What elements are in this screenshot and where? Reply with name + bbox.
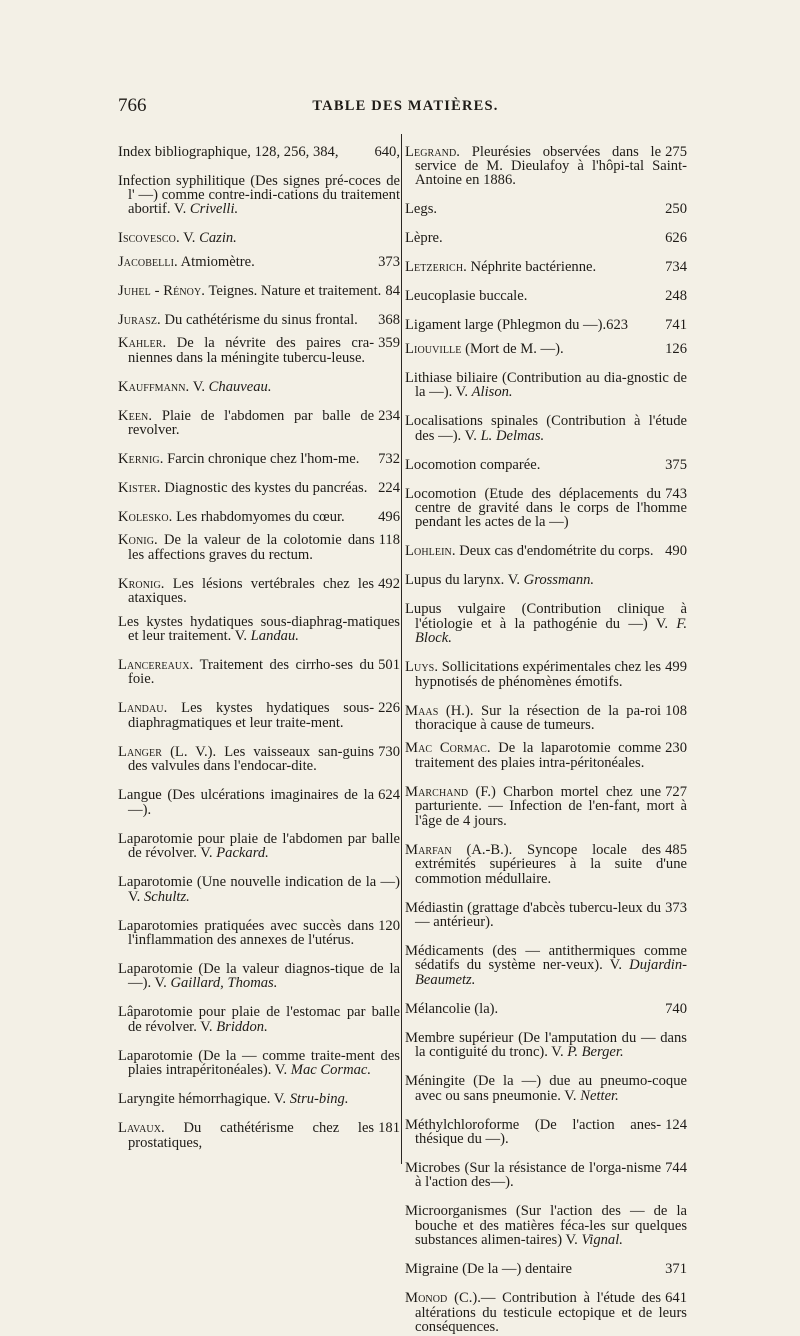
entry-ref: Netter. bbox=[580, 1087, 619, 1104]
entry-head: Lancereaux. bbox=[118, 657, 194, 674]
index-entry bbox=[405, 289, 687, 303]
index-entry bbox=[118, 409, 400, 438]
entry-text: Sollicitations expérimentales chez les hypnotisés de phénomènes émotifs. bbox=[415, 659, 662, 690]
entry-head: Marfan bbox=[405, 841, 452, 858]
entry-text: De la laparotomie comme traitement des plaies intra-péritonéales. bbox=[415, 740, 662, 771]
index-entry bbox=[405, 1031, 687, 1060]
entry-text: Néphrite bactérienne. bbox=[470, 259, 597, 276]
entry-text: De la névrite des paires cra-niennes dans la méningite tubercu-leuse. bbox=[128, 335, 375, 366]
entry-ref: Gaillard, Thomas. bbox=[170, 975, 278, 992]
entry-head: Lavaux. bbox=[118, 1120, 165, 1137]
index-entry bbox=[405, 602, 687, 645]
index-entry bbox=[118, 313, 400, 327]
entry-num: 126 bbox=[665, 340, 687, 357]
index-entry bbox=[405, 458, 687, 472]
entry-text: Méthylchloroforme (De l'action anes-thésique du —). bbox=[405, 1116, 662, 1147]
entry-num: 124 bbox=[665, 1116, 687, 1133]
column-divider bbox=[401, 134, 402, 1164]
entry-text: Médicaments (des — antithermiques comme sédatifs du système ner-veux). V. bbox=[405, 942, 687, 974]
entry-num: 734 bbox=[665, 259, 687, 276]
entry-text: Les kystes hydatiques sous-diaphragmatiques et leur traite-ment. bbox=[128, 700, 375, 731]
entry-head: Keen. bbox=[118, 407, 153, 424]
entry-num: 224 bbox=[378, 480, 400, 497]
index-entry bbox=[118, 231, 400, 245]
index-entry bbox=[405, 1204, 687, 1247]
index-entry bbox=[405, 1262, 687, 1276]
entry-head: Lohlein. bbox=[405, 543, 456, 560]
index-entry bbox=[405, 901, 687, 930]
index-entry bbox=[405, 202, 687, 216]
entry-num: 641 bbox=[665, 1290, 687, 1307]
page-number: 766 bbox=[118, 95, 147, 116]
entry-ref: Mac Cormac. bbox=[290, 1062, 372, 1079]
entry-text: Legs. bbox=[405, 201, 438, 218]
entry-head: Kernig. bbox=[118, 451, 164, 468]
entry-text: Plaie de l'abdomen par balle de revolver. bbox=[128, 407, 375, 439]
entry-num: 275 bbox=[665, 143, 687, 160]
entry-head: Jurasz. bbox=[118, 311, 161, 328]
entry-num: 492 bbox=[378, 575, 400, 592]
entry-text: Laryngite hémorrhagique. V. bbox=[118, 1091, 287, 1108]
entry-head: Konig. bbox=[118, 532, 158, 549]
entry-text: Du cathétérisme du sinus frontal. bbox=[164, 311, 358, 328]
entry-text: Les rhabdomyomes du cœur. bbox=[176, 509, 345, 526]
entry-text: V. bbox=[183, 230, 196, 247]
page-header bbox=[118, 95, 693, 121]
entry-text: (A.-B.). Syncope locale des extrémités supérieures à la suite d'une commotion médullaire. bbox=[415, 841, 687, 887]
entry-ref: Crivelli. bbox=[189, 201, 239, 218]
entry-num: 250 bbox=[665, 201, 687, 218]
index-entry bbox=[118, 745, 400, 774]
index-entry bbox=[405, 260, 687, 274]
entry-num: 496 bbox=[378, 509, 400, 526]
entry-ref: F. Block. bbox=[415, 615, 687, 647]
entry-text: Deux cas d'endométrite du corps. bbox=[459, 543, 654, 560]
entry-head: Monod bbox=[405, 1290, 448, 1307]
entry-num: 732 bbox=[378, 451, 400, 468]
entry-text: Ligament large (Phlegmon du —).623 bbox=[405, 317, 629, 334]
entry-ref: Cazin. bbox=[199, 230, 237, 247]
entry-head: Kronig. bbox=[118, 575, 165, 592]
entry-text: Localisations spinales (Contribution à l'étude des —). V. bbox=[405, 413, 687, 444]
index-columns bbox=[118, 130, 698, 1335]
entry-text: Lupus vulgaire (Contribution clinique à l'étiologie et à la pathogénie du —) V. bbox=[405, 601, 687, 632]
index-entry bbox=[405, 145, 687, 188]
entry-num: 744 bbox=[665, 1159, 687, 1176]
right-column bbox=[405, 130, 687, 1336]
entry-text: Diagnostic des kystes du pancréas. bbox=[164, 480, 368, 497]
index-entry bbox=[118, 1049, 400, 1078]
entry-text: (F.) Charbon mortel chez une parturiente. — Infection de l'en-fant, mort à l'âge de 4 jours. bbox=[415, 783, 687, 829]
entry-num: 368 bbox=[378, 311, 400, 328]
entry-head: Landau. bbox=[118, 700, 168, 717]
entry-num: 743 bbox=[665, 485, 687, 502]
entry-num: 84 bbox=[385, 282, 400, 299]
entry-text: (C.).— Contribution à l'étude des altérations du testicule ectopique et de leurs conséquences. bbox=[415, 1290, 687, 1335]
entry-text: (H.). Sur la résection de la pa-roi thoracique à cause de tumeurs. bbox=[415, 702, 662, 734]
index-entry bbox=[118, 174, 400, 217]
entry-num: 490 bbox=[665, 543, 687, 560]
entry-text: Traitement des cirrho-ses du foie. bbox=[128, 657, 375, 688]
index-entry bbox=[405, 741, 687, 770]
entry-num: 501 bbox=[378, 657, 400, 674]
entry-text: Lithiase biliaire (Contribution au dia-gnostic de la —). V. bbox=[405, 369, 687, 401]
entry-text: (L. V.). Les vaisseaux san-guins des valvules dans l'endocar-dite. bbox=[128, 743, 375, 775]
index-entry bbox=[405, 843, 687, 886]
entry-head: Legrand. bbox=[405, 143, 461, 160]
index-entry bbox=[118, 1005, 400, 1034]
entry-text: Laparotomie (De la — comme traite-ment des plaies intrapéritonéales). V. bbox=[118, 1047, 400, 1079]
entry-text: Locomotion comparée. bbox=[405, 456, 541, 473]
index-entry bbox=[118, 510, 400, 524]
entry-num: 234 bbox=[378, 407, 400, 424]
entry-text: Laparotomies pratiquées avec succès dans l'inflammation des annexes de l'utérus. bbox=[118, 917, 375, 948]
entry-num: 359 bbox=[378, 335, 400, 352]
entry-num: 727 bbox=[665, 783, 687, 800]
entry-text: Infection syphilitique (Des signes pré-coces de l' —) comme contre-indi-cations du traitement abortif. V. bbox=[118, 172, 400, 218]
entry-text: Du cathétérisme chez les prostatiques, bbox=[128, 1120, 375, 1151]
entry-head: Kauffmann. bbox=[118, 378, 190, 395]
entry-num: 624 bbox=[378, 787, 400, 804]
entry-ref: Grossmann. bbox=[523, 572, 595, 589]
index-entry bbox=[118, 1121, 400, 1150]
index-entry bbox=[118, 919, 400, 948]
entry-ref: Schultz. bbox=[143, 888, 190, 905]
index-entry bbox=[118, 615, 400, 644]
index-entry bbox=[118, 336, 400, 365]
entry-num: 499 bbox=[665, 659, 687, 676]
index-entry bbox=[405, 1161, 687, 1190]
index-entry bbox=[405, 487, 687, 530]
entry-text: Membre supérieur (De l'amputation du — dans la contiguité du tronc). V. bbox=[405, 1029, 687, 1061]
index-entry bbox=[118, 875, 400, 904]
entry-text: Teignes. Nature et traitement. bbox=[208, 282, 382, 299]
index-entry bbox=[118, 380, 400, 394]
entry-head: Letzerich. bbox=[405, 259, 467, 276]
entry-text: Locomotion (Etude des déplacements du centre de gravité dans le corps de l'homme pendant les actes de la —) bbox=[405, 485, 687, 531]
index-entry bbox=[118, 452, 400, 466]
index-entry bbox=[118, 577, 400, 606]
left-column bbox=[118, 130, 400, 1152]
entry-text: Les lésions vertébrales chez les ataxiques. bbox=[128, 575, 375, 607]
entry-text: Lupus du larynx. V. bbox=[405, 572, 520, 589]
index-entry bbox=[405, 944, 687, 987]
entry-num: 371 bbox=[665, 1261, 687, 1278]
index-entry bbox=[118, 481, 400, 495]
index-entry bbox=[405, 785, 687, 828]
entry-text: Mélancolie (la). bbox=[405, 1000, 499, 1017]
entry-num: 373 bbox=[665, 899, 687, 916]
entry-num: 740 bbox=[665, 1000, 687, 1017]
index-entry bbox=[118, 533, 400, 562]
index-entry bbox=[405, 573, 687, 587]
entry-ref: P. Berger. bbox=[567, 1044, 624, 1061]
index-entry bbox=[118, 145, 400, 159]
index-entry bbox=[118, 701, 400, 730]
index-entry bbox=[405, 371, 687, 400]
entry-text: Microbes (Sur la résistance de l'orga-nisme à l'action des—). bbox=[405, 1159, 662, 1191]
index-entry bbox=[405, 1002, 687, 1016]
entry-num: 373 bbox=[378, 253, 400, 270]
entry-text: Lèpre. bbox=[405, 230, 443, 247]
entry-head: Mac Cormac. bbox=[405, 740, 491, 757]
entry-head: Liouville bbox=[405, 340, 462, 357]
running-title: TABLE DES MATIÈRES. bbox=[312, 98, 499, 114]
entry-text: De la valeur de la colotomie dans les affections graves du rectum. bbox=[128, 532, 375, 563]
entry-text: Langue (Des ulcérations imaginaires de la —). bbox=[118, 787, 375, 818]
entry-num: 741 bbox=[665, 317, 687, 334]
entry-head: Langer bbox=[118, 743, 162, 760]
entry-text: V. bbox=[192, 378, 206, 395]
index-entry bbox=[118, 658, 400, 687]
index-entry bbox=[118, 284, 400, 298]
entry-text: Méningite (De la —) due au pneumo-coque avec ou sans pneumonie. V. bbox=[405, 1073, 687, 1104]
entry-num: 248 bbox=[665, 288, 687, 305]
entry-text: Leucoplasie buccale. bbox=[405, 288, 528, 305]
entry-text: Les kystes hydatiques sous-diaphrag-matiques et leur traitement. V. bbox=[118, 613, 400, 645]
entry-ref: Landau. bbox=[250, 628, 299, 645]
entry-ref: Briddon. bbox=[216, 1018, 268, 1035]
index-entry bbox=[405, 1118, 687, 1147]
entry-text: Pleurésies observées dans le service de M. Dieulafoy à l'hôpi-tal Saint-Antoine en 1886. bbox=[415, 143, 687, 189]
index-entry bbox=[405, 414, 687, 443]
entry-text: Laparotomie (De la valeur diagnos-tique de la —). V. bbox=[118, 960, 400, 992]
entry-text: Médiastin (grattage d'abcès tubercu-leux du — antérieur). bbox=[405, 899, 662, 930]
entry-num: 640, bbox=[374, 143, 400, 160]
index-entry bbox=[118, 962, 400, 991]
entry-text: Microorganismes (Sur l'action des — de la bouche et des matières féca-les sur quelques substances alimen-taires) V. bbox=[405, 1203, 687, 1249]
entry-num: 626 bbox=[665, 230, 687, 247]
entry-text: Index bibliographique, 128, 256, 384, bbox=[118, 143, 339, 160]
index-entry bbox=[118, 1092, 400, 1106]
entry-head: Jacobelli. bbox=[118, 253, 178, 270]
entry-num: 485 bbox=[665, 841, 687, 858]
index-entry bbox=[405, 660, 687, 689]
entry-ref: Alison. bbox=[471, 384, 513, 401]
entry-text: Laparotomie pour plaie de l'abdomen par balle de révolver. V. bbox=[118, 830, 400, 862]
entry-num: 118 bbox=[378, 532, 400, 549]
entry-num: 230 bbox=[665, 740, 687, 757]
index-entry bbox=[405, 342, 687, 356]
index-entry bbox=[405, 544, 687, 558]
entry-head: Luys. bbox=[405, 659, 439, 676]
entry-num: 181 bbox=[378, 1120, 400, 1137]
entry-head: Iscovesco. bbox=[118, 230, 180, 247]
entry-text: Migraine (De la —) dentaire bbox=[405, 1261, 572, 1278]
entry-head: Juhel - Rénoy. bbox=[118, 282, 206, 299]
index-entry bbox=[118, 832, 400, 861]
entry-num: 375 bbox=[665, 456, 687, 473]
entry-ref: L. Delmas. bbox=[480, 427, 545, 444]
entry-num: 108 bbox=[665, 702, 687, 719]
entry-num: 730 bbox=[378, 743, 400, 760]
entry-ref: Vignal. bbox=[581, 1232, 623, 1249]
index-entry bbox=[118, 788, 400, 817]
index-entry bbox=[405, 318, 687, 332]
entry-num: 120 bbox=[378, 917, 400, 934]
entry-head: Marchand bbox=[405, 783, 469, 800]
entry-head: Kahler. bbox=[118, 335, 167, 352]
entry-head: Kolesko. bbox=[118, 509, 173, 526]
entry-text: Atmiomètre. bbox=[180, 253, 255, 270]
index-entry bbox=[405, 1074, 687, 1103]
entry-ref: Chauveau. bbox=[208, 378, 272, 395]
entry-head: Kister. bbox=[118, 480, 161, 497]
index-entry bbox=[405, 1291, 687, 1334]
entry-ref: Dujardin-Beaumetz. bbox=[415, 957, 687, 988]
index-entry bbox=[405, 231, 687, 245]
entry-text: (Mort de M. —). bbox=[465, 340, 564, 357]
index-entry bbox=[118, 255, 400, 269]
entry-text: Lâparotomie pour plaie de l'estomac par balle de révolver. V. bbox=[118, 1004, 400, 1035]
entry-num: 226 bbox=[378, 700, 400, 717]
entry-ref: Stru-bing. bbox=[289, 1091, 349, 1108]
entry-text: Laparotomie (Une nouvelle indication de la —) V. bbox=[118, 874, 400, 905]
entry-ref: Packard. bbox=[216, 845, 269, 862]
entry-text: Farcin chronique chez l'hom-me. bbox=[167, 451, 360, 468]
index-entry bbox=[405, 704, 687, 733]
entry-head: Maas bbox=[405, 702, 439, 719]
